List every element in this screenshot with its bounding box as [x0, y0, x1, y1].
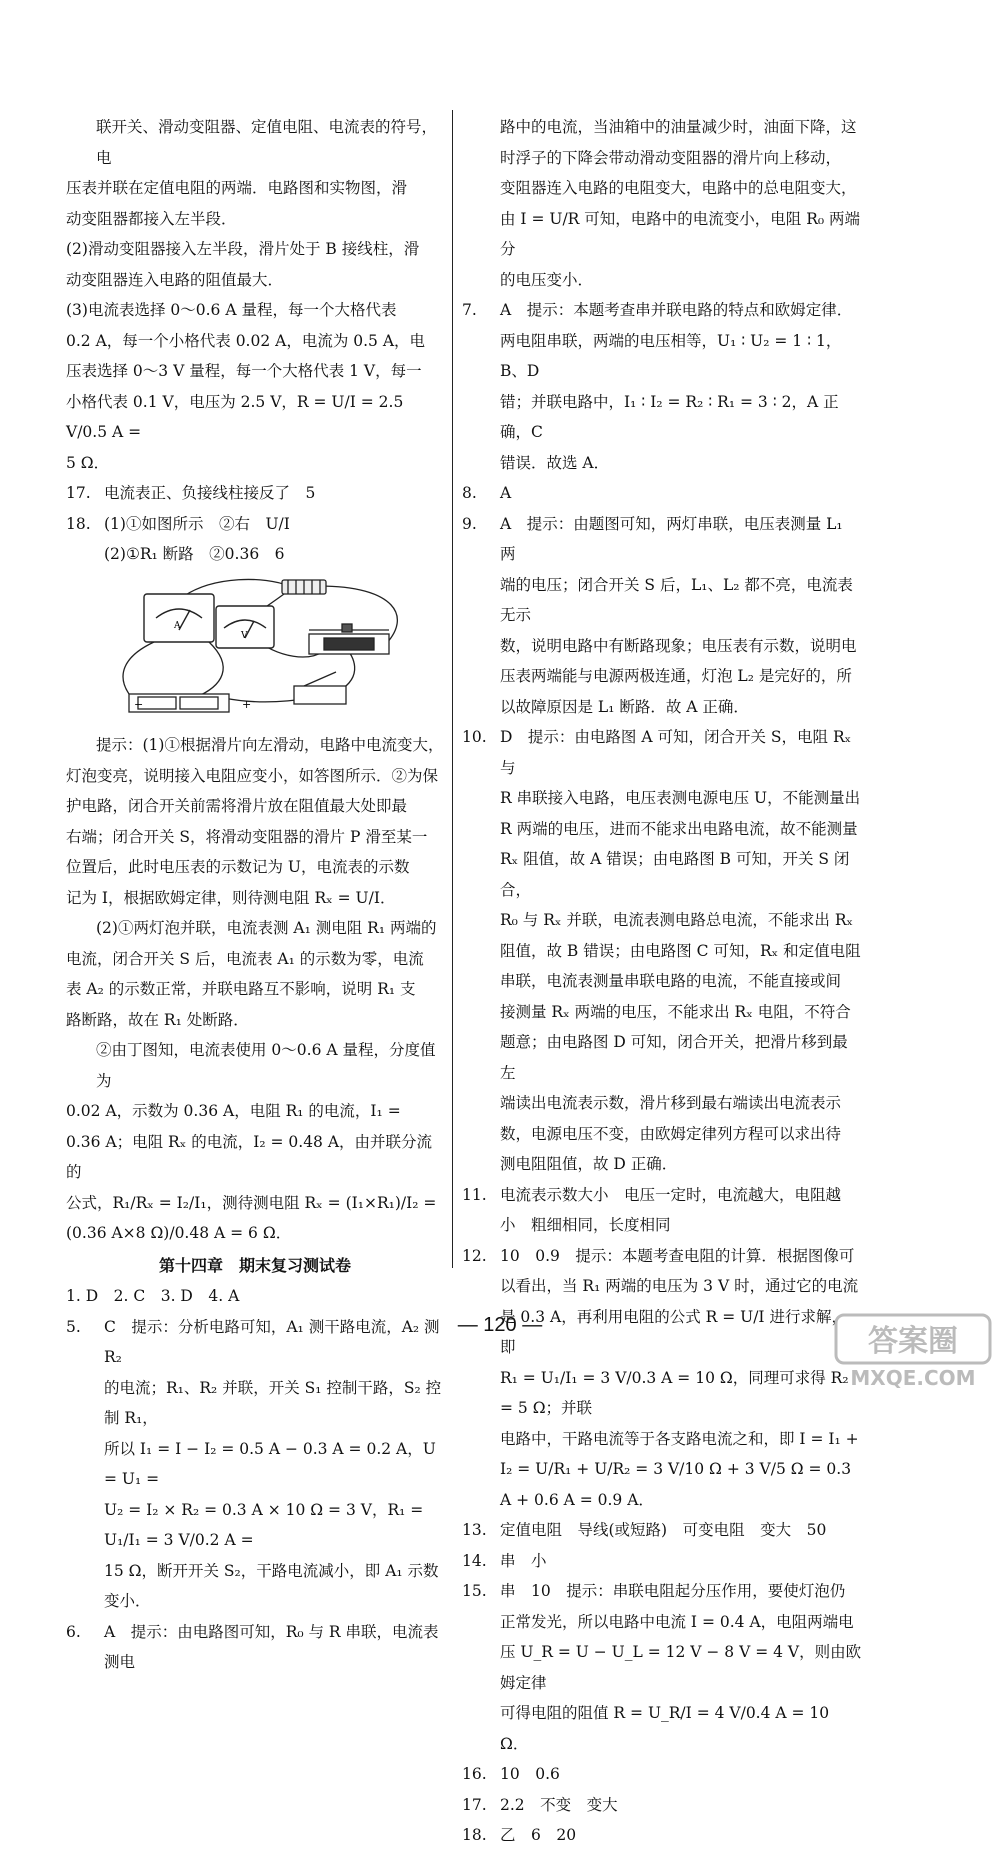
- ammeter-label: A: [174, 620, 181, 631]
- answer-line: R 两端的电压，进而不能求出电路电流，故不能测量: [500, 819, 858, 838]
- answer-line: 压表两端能与电源两极连通，灯泡 L₂ 是完好的，所: [500, 667, 852, 685]
- answer-line: 以故障原因是 L₁ 断路．故 A 正确．: [500, 697, 749, 716]
- answer-line: 位置后，此时电压表的示数记为 U，电流表的示数: [66, 858, 410, 876]
- answer-line: 乙 6 20: [500, 1826, 577, 1844]
- question-number: 15.: [462, 1582, 487, 1600]
- answer-line: (2)滑动变阻器接入左半段，滑片处于 B 接线柱，滑: [66, 240, 420, 258]
- voltmeter: [216, 606, 274, 648]
- question-17: [66, 478, 444, 509]
- answer-text: [500, 509, 862, 723]
- answer-line: 0.02 A，示数为 0.36 A，电阻 R₁ 的电流，I₁ =: [66, 1102, 401, 1120]
- battery-pack: [129, 694, 229, 712]
- answer-text: [500, 478, 862, 509]
- circuit-wiring-figure: [114, 576, 434, 716]
- column-divider: [452, 110, 453, 1268]
- question-item: [462, 295, 862, 478]
- question-item: [462, 1790, 862, 1821]
- answer-line: I₂ = U/R₁ + U/R₂ = 3 V/10 Ω + 3 V/5 Ω = 0.3 A + 0.6 A = 0.9 A．: [500, 1460, 852, 1509]
- answer-line: 阻值，故 B 错误；由电路图 C 可知，Rₓ 和定值电阻: [500, 941, 861, 960]
- answer-line: 可得电阻的阻值 R = U_R/I = 4 V/0.4 A = 10 Ω．: [500, 1704, 830, 1753]
- answer-line: 题意；由电路图 D 可知，闭合开关，把滑片移到最左: [500, 1033, 848, 1082]
- answer-line: 电流，闭合开关 S 后，电流表 A₁ 的示数为零，电流: [66, 949, 424, 968]
- question-number: 18.: [462, 1826, 487, 1844]
- answer-line: 路中的电流，当油箱中的油量减少时，油面下降，这: [500, 118, 857, 136]
- question-number: 10.: [462, 728, 487, 746]
- answer-line: 小格代表 0.1 V，电压为 2.5 V，R = U/I = 2.5 V/0.5 A =: [66, 392, 404, 441]
- right-column: [462, 112, 862, 1851]
- left-column: [66, 112, 444, 1678]
- answer-line: 右端；闭合开关 S，将滑动变阻器的滑片 P 滑至某一: [66, 827, 428, 846]
- wire: [123, 642, 154, 698]
- question-number: 7.: [462, 301, 477, 319]
- question-number: 18.: [66, 514, 91, 533]
- answer-line: R₁ = U₁/I₁ = 3 V/0.3 A = 10 Ω，同理可求得 R₂ = 5 Ω；并联: [500, 1368, 849, 1417]
- answer-line: 测电阻阻值，故 D 正确．: [500, 1155, 678, 1173]
- answer-line: 提示：(1)①根据滑片向左滑动，电路中电流变大，: [96, 736, 444, 754]
- question-number: 14.: [462, 1551, 487, 1570]
- answer-line: A 提示：本题考查串并联电路的特点和欧姆定律．: [500, 301, 853, 319]
- question-18: [66, 509, 444, 570]
- battery-positive-label: +: [242, 697, 252, 711]
- watermark-logo: [834, 1313, 992, 1391]
- question-item: [462, 1759, 862, 1790]
- answer-line: 15 Ω，断开开关 S₂，干路电流减小，即 A₁ 示数变小．: [104, 1561, 439, 1610]
- answer-line: R₀ 与 Rₓ 并联，电流表测电路总电流，不能求出 Rₓ: [500, 911, 854, 929]
- ammeter: [144, 594, 214, 642]
- answer-line: 护电路，闭合开关前需将滑片放在阻值最大处即最: [66, 797, 408, 815]
- answer-text: [500, 1515, 862, 1546]
- answer-text: [500, 722, 862, 1180]
- answer-line: 端的电压；闭合开关 S 后，L₁、L₂ 都不亮，电流表无示: [500, 575, 853, 624]
- question-number: 11.: [462, 1185, 487, 1204]
- answer-text: [500, 1546, 862, 1577]
- question-number: 17.: [462, 1795, 487, 1814]
- question-5: [66, 1312, 444, 1617]
- answer-line: (2)①两灯泡并联，电流表测 A₁ 测电阻 R₁ 两端的: [96, 919, 437, 937]
- answer-line: 两电阻串联，两端的电压相等，U₁ ∶ U₂ = 1 ∶ 1，B、D: [500, 331, 842, 380]
- answer-text: [500, 1576, 862, 1759]
- question-item: [462, 1515, 862, 1546]
- question-number: 8.: [462, 484, 477, 502]
- answer-line: U₂ = I₂ × R₂ = 0.3 A × 10 Ω = 3 V，R₁ = U₁/I₁ = 3 V/0.2 A =: [104, 1500, 424, 1549]
- question-item: [462, 509, 862, 723]
- question-item: [462, 1180, 862, 1241]
- answer-line: 的电流；R₁、R₂ 并联，开关 S₁ 控制干路，S₂ 控制 R₁，: [104, 1378, 442, 1427]
- answer-line: 10 0.6: [500, 1765, 560, 1783]
- answer-line: 串联，电流表测量串联电路的电流，不能直接或间: [500, 972, 842, 990]
- answer-line: (1)①如图所示 ②右 U/I: [104, 514, 290, 533]
- answer-line: 错误．故选 A．: [500, 453, 610, 472]
- answer-line: 动变阻器都接入左半段．: [66, 209, 237, 228]
- answer-line: 定值电阻 导线(或短路) 可变电阻 变大 50: [500, 1521, 827, 1539]
- answer-line: 时浮子的下降会带动滑动变阻器的滑片向上移动，: [500, 148, 842, 167]
- answer-line: 动变阻器连入电路的阻值最大．: [66, 270, 284, 289]
- sliding-rheostat: [309, 624, 389, 654]
- answer-text: [500, 295, 862, 478]
- answer-line: A: [500, 484, 512, 502]
- answer-text: A 提示：由电路图可知，R₀ 与 R 串联，电流表测电: [104, 1622, 439, 1671]
- answer-line: 路断路，故在 R₁ 处断路．: [66, 1010, 249, 1029]
- answer-line: 联开关、滑动变阻器、定值电阻、电流表的符号，电: [96, 118, 438, 167]
- question-number: 6.: [66, 1622, 81, 1641]
- answer-line: 灯泡变亮，说明接入电阻应变小，如答图所示．②为保: [66, 766, 439, 785]
- answer-line: (2)①R₁ 断路 ②0.36 6: [104, 545, 285, 563]
- answer-line: 压 U_R = U − U_L = 12 V − 8 V = 4 V，则由欧姆定律: [500, 1643, 862, 1692]
- answer-line: 错；并联电路中，I₁ ∶ I₂ = R₂ ∶ R₁ = 3 ∶ 2，A 正确，C: [500, 392, 839, 441]
- answer-line: 串 小: [500, 1551, 547, 1570]
- answer-line: 压表并联在定值电阻的两端．电路图和实物图，滑: [66, 179, 408, 197]
- answer-line: 2.2 不变 变大: [500, 1795, 618, 1814]
- voltmeter-label: V: [241, 630, 248, 641]
- answer-line: 0.36 A；电阻 Rₓ 的电流，I₂ = 0.48 A，由并联分流的: [66, 1132, 433, 1181]
- question-number: 13.: [462, 1521, 487, 1539]
- question-number: 9.: [462, 514, 477, 533]
- answer-text: [500, 1180, 862, 1241]
- answer-line: 公式，R₁/Rₓ = I₂/I₁，测待测电阻 Rₓ = (I₁×R₁)/I₂ =: [66, 1193, 437, 1212]
- battery-negative-label: −: [134, 697, 144, 711]
- question-item: [462, 1546, 862, 1577]
- answer-line: 由 I = U/R 可知，电路中的电流变小，电阻 R₀ 两端分: [500, 209, 861, 258]
- question-6: [66, 1617, 444, 1678]
- answer-line: 记为 I，根据欧姆定律，则待测电阻 Rₓ = U/I．: [66, 888, 396, 907]
- answer-line: 表 A₂ 的示数正常，并联电路互不影响，说明 R₁ 支: [66, 980, 416, 998]
- page-number: — 120 —: [457, 1314, 543, 1336]
- answer-line: Rₓ 阻值，故 A 错误；由电路图 B 可知，开关 S 闭合，: [500, 850, 850, 899]
- answer-line: 是 0.3 A，再利用电阻的公式 R = U/I 进行求解，即: [500, 1307, 847, 1356]
- answer-line: 电路中，干路电流等于各支路电流之和，即 I = I₁ +: [500, 1429, 859, 1448]
- question-item: [462, 1576, 862, 1759]
- answer-list: [462, 295, 862, 1851]
- question-item: [462, 722, 862, 1180]
- switch: [294, 672, 346, 704]
- answer-text: [104, 509, 444, 570]
- answer-line: 数，电源电压不变，由欧姆定律列方程可以求出待: [500, 1124, 842, 1143]
- answer-line: 串 10 提示：串联电阻起分压作用，要使灯泡仍: [500, 1582, 846, 1600]
- svg-text:答案圈: 答案圈: [868, 1324, 958, 1359]
- question-item: [462, 1820, 862, 1851]
- question-item: [462, 1241, 862, 1516]
- answer-line: 变阻器连入电路的电阻变大，电路中的总电阻变大，: [500, 179, 857, 197]
- question-number: 12.: [462, 1246, 487, 1265]
- question-number: 16.: [462, 1765, 487, 1783]
- wire: [194, 642, 223, 698]
- answer-line: 5 Ω．: [66, 453, 110, 472]
- answer-line: ②由丁图知，电流表使用 0～0.6 A 量程，分度值为: [96, 1041, 436, 1090]
- answer-line: 数，说明电路中有断路现象；电压表有示数，说明电: [500, 636, 857, 655]
- answer-line: 1. D 2. C 3. D 4. A: [66, 1287, 240, 1305]
- answer-line: 10 0.9 提示：本题考查电阻的计算．根据图像可: [500, 1246, 855, 1265]
- answer-text: [500, 1790, 862, 1821]
- answer-text: 电流表正、负接线柱接反了 5: [104, 484, 316, 502]
- answer-line: R 串联接入电路，电压表测电源电压 U，不能测量出: [500, 789, 861, 807]
- answer-line: 的电压变小．: [500, 270, 594, 289]
- answer-line: 接测量 Rₓ 两端的电压，不能求出 Rₓ 电阻，不符合: [500, 1002, 851, 1021]
- question-number: 5.: [66, 1317, 81, 1336]
- chapter-heading: 第十四章 期末复习测试卷: [158, 1255, 351, 1275]
- answer-line: D 提示：由电路图 A 可知，闭合开关 S，电阻 Rₓ 与: [500, 728, 852, 777]
- svg-text:MXQE.COM: MXQE.COM: [850, 1366, 976, 1390]
- answer-line: C 提示：分析电路可知，A₁ 测干路电流，A₂ 测 R₂: [104, 1317, 440, 1366]
- answer-line: 0.2 A，每一个小格代表 0.02 A，电流为 0.5 A，电: [66, 331, 426, 350]
- answer-line: (0.36 A×8 Ω)/0.48 A = 6 Ω．: [66, 1224, 292, 1242]
- question-item: [462, 478, 862, 509]
- answer-text: [500, 1759, 862, 1790]
- answer-line: 电流表示数大小 电压一定时，电流越大，电阻越: [500, 1185, 842, 1204]
- answer-line: 正常发光，所以电路中电流 I = 0.4 A，电阻两端电: [500, 1612, 854, 1631]
- answer-line: 小 粗细相同，长度相同: [500, 1216, 671, 1234]
- answer-line: 压表选择 0～3 V 量程，每一个大格代表 1 V，每一: [66, 362, 422, 380]
- answer-line: 端读出电流表示数，滑片移到最右端读出电流表示: [500, 1094, 842, 1112]
- answer-text: [500, 1820, 862, 1851]
- answer-line: (3)电流表选择 0～0.6 A 量程，每一个大格代表: [66, 301, 397, 319]
- answer-line: A 提示：由题图可知，两灯串联，电压表测量 L₁ 两: [500, 514, 843, 563]
- continued-answer: [462, 112, 862, 295]
- answer-text: [500, 1241, 862, 1516]
- answer-text: [104, 1312, 444, 1617]
- lamp-holder: [282, 580, 326, 594]
- answer-line: 所以 I₁ = I − I₂ = 0.5 A − 0.3 A = 0.2 A，U = U₁ =: [104, 1439, 436, 1488]
- question-number: 17.: [66, 484, 91, 502]
- answer-line: 以看出，当 R₁ 两端的电压为 3 V 时，通过它的电流: [500, 1277, 859, 1295]
